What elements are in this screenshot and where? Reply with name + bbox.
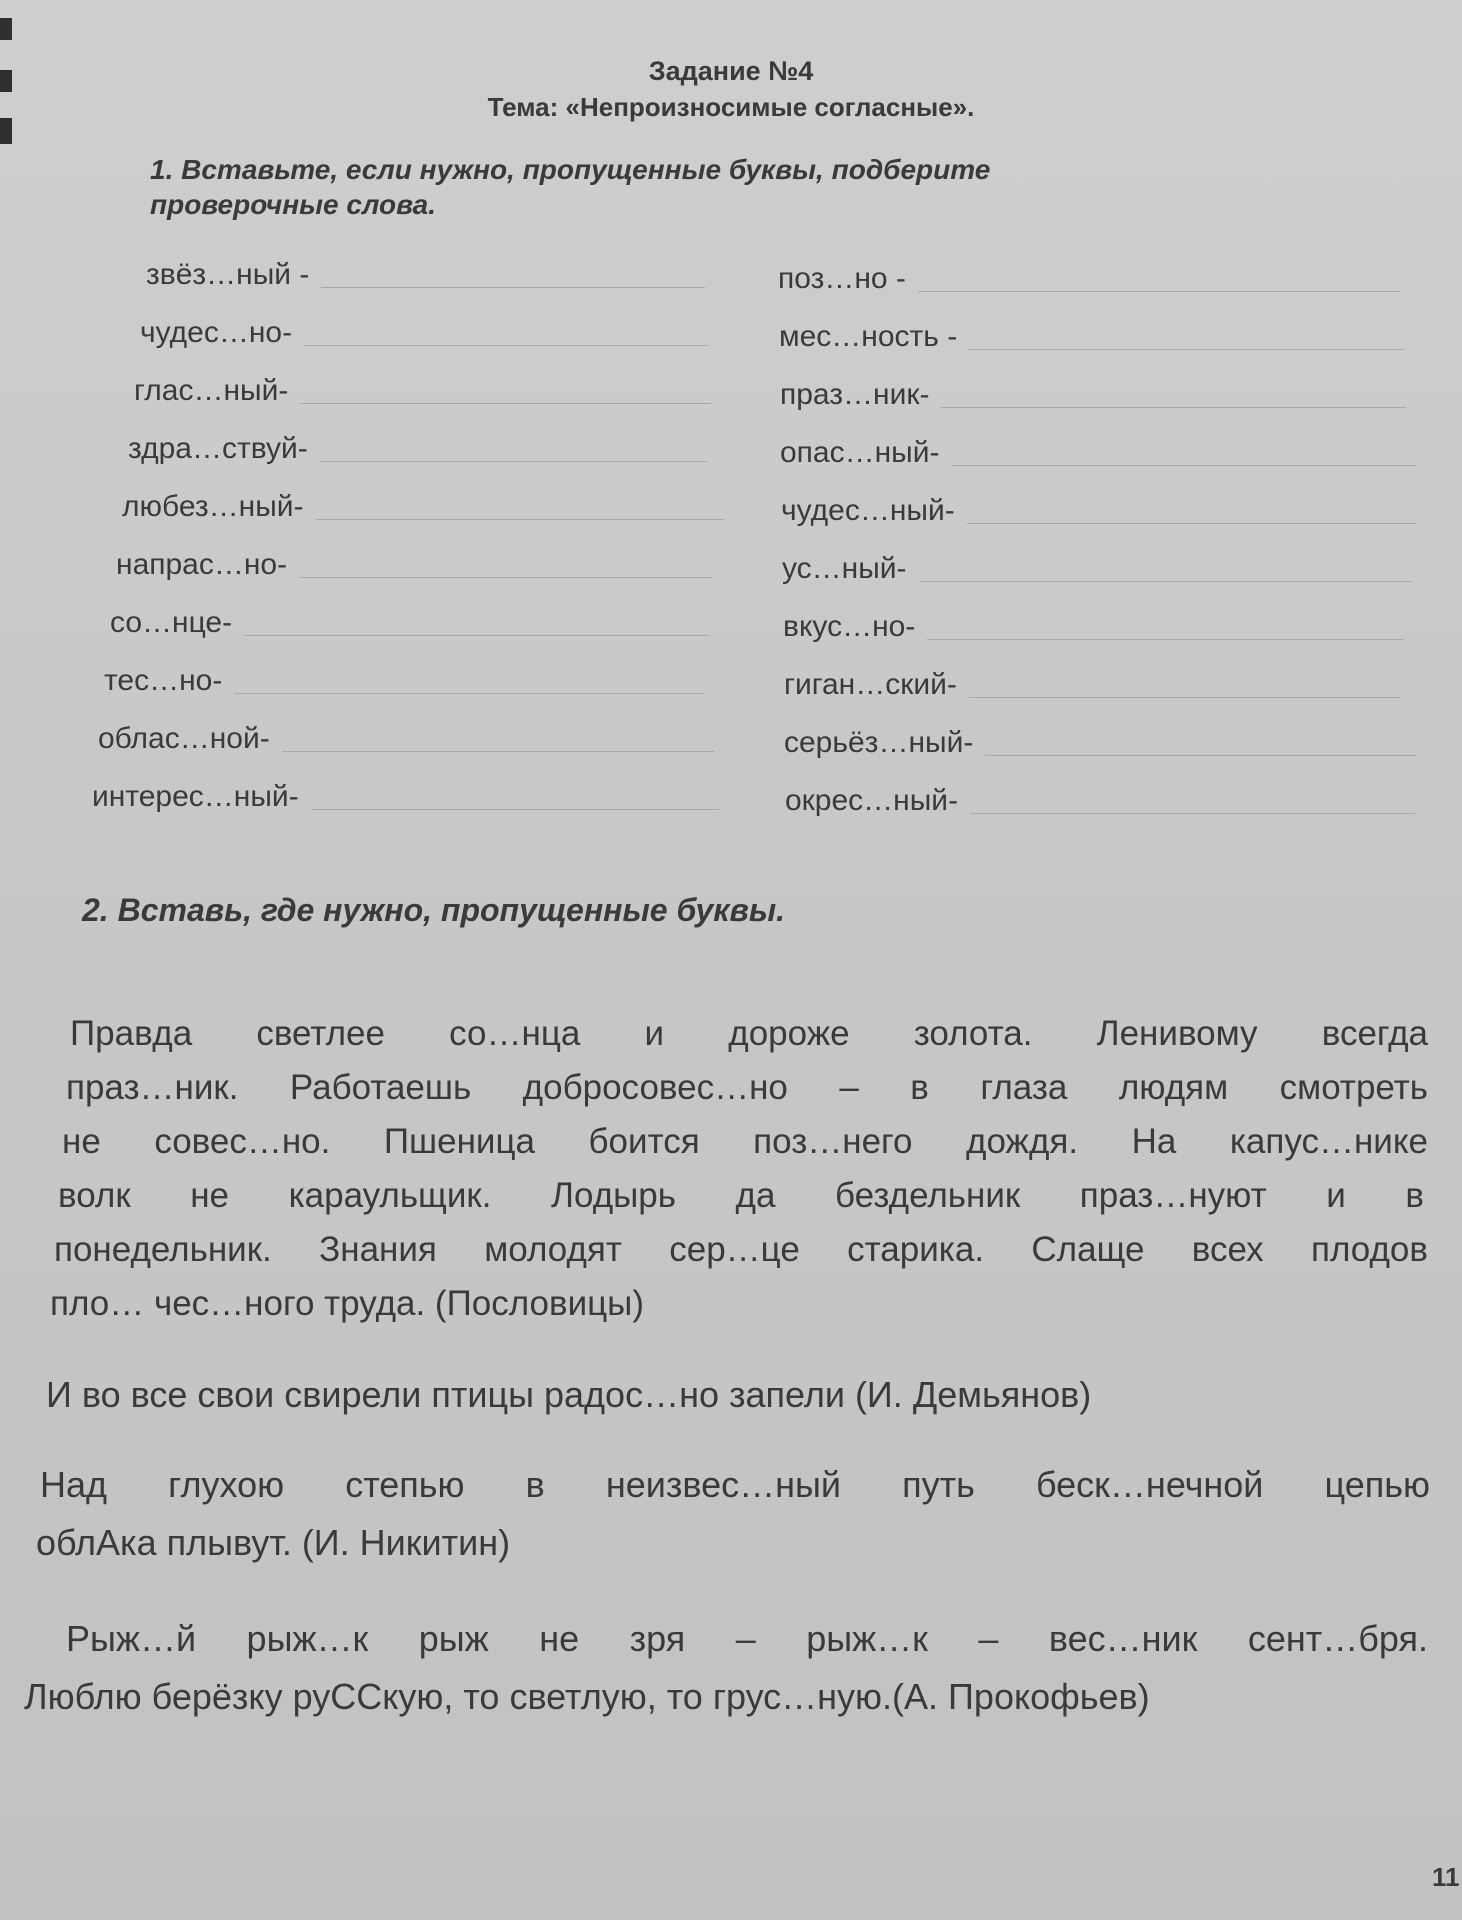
word-with-gap: любез…ный- <box>122 490 304 523</box>
word-with-gap: глас…ный- <box>134 374 289 407</box>
word-with-gap: праз…ник- <box>780 378 930 411</box>
task1-left-item <box>122 490 724 524</box>
answer-blank-line[interactable] <box>311 808 719 810</box>
task1-left-item <box>98 722 714 756</box>
task1-right-item <box>779 320 1405 354</box>
word-with-gap: напрас…но- <box>116 548 288 581</box>
answer-blank-line[interactable] <box>919 580 1412 582</box>
task1-right-item <box>780 436 1417 470</box>
answer-blank-line[interactable] <box>985 754 1416 756</box>
task1-right-item <box>782 552 1412 586</box>
assignment-title: Задание №4 <box>648 56 814 86</box>
answer-blank-line[interactable] <box>320 460 707 462</box>
text-line: пло… чес…ного труда. (Пословицы) <box>50 1284 644 1323</box>
word-with-gap: опас…ный- <box>780 436 940 469</box>
answer-blank-line[interactable] <box>234 692 705 694</box>
answer-blank-line[interactable] <box>321 286 705 288</box>
answer-blank-line[interactable] <box>316 518 724 520</box>
task1-right-item <box>783 610 1404 644</box>
word-with-gap: серьёз…ный- <box>784 726 974 759</box>
answer-blank-line[interactable] <box>969 696 1400 698</box>
answer-blank-line[interactable] <box>941 406 1406 408</box>
word-with-gap: здра…ствуй- <box>128 432 308 465</box>
word-with-gap: чудес…ный- <box>781 494 955 527</box>
answer-blank-line[interactable] <box>918 290 1400 292</box>
page-number: 11 <box>1432 1862 1460 1892</box>
text-line: Правда светлее со…нца и дороже золота. Ленивому всегда <box>70 1014 1428 1053</box>
quote-prokofiev-line: Люблю берёзку руССкую, то светлую, то грус…ную.(А. Прокофьев) <box>24 1676 1150 1717</box>
task1-right-item <box>780 378 1406 412</box>
assignment-topic: Тема: «Непроизносимые согласные». <box>487 92 975 122</box>
word-with-gap: поз…но - <box>778 262 906 295</box>
quote-demyanov: И во все свои свирели птицы радос…но запели (И. Демьянов) <box>46 1374 1092 1415</box>
answer-blank-line[interactable] <box>300 402 711 404</box>
task1-left-item <box>146 258 705 292</box>
task1-left-item <box>104 664 705 698</box>
word-with-gap: гиган…ский- <box>784 668 957 701</box>
text-line: понедельник. Знания молодят сер…це старика. Слаще всех плодов <box>54 1230 1428 1269</box>
word-with-gap: мес…ность - <box>779 320 958 353</box>
task1-title: 1. Вставьте, если нужно, пропущенные буквы, подберите проверочные слова. <box>150 154 991 220</box>
task1-left-item <box>134 374 711 408</box>
task1-left-item <box>110 606 709 640</box>
task2-title: 2. Вставь, где нужно, пропущенные буквы. <box>82 892 786 928</box>
answer-blank-line[interactable] <box>969 348 1405 350</box>
word-with-gap: тес…но- <box>104 664 223 697</box>
task1-right-item <box>785 784 1415 818</box>
task1-left-item <box>92 780 719 814</box>
task1-right-item <box>784 668 1400 702</box>
word-with-gap: вкус…но- <box>783 610 916 643</box>
text-line: волк не караульщик. Лодырь да бездельник праз…нуют и в <box>58 1176 1424 1215</box>
quote-nikitin-line: Над глухою степью в неизвес…ный путь беск…нечной цепью <box>40 1464 1430 1505</box>
answer-blank-line[interactable] <box>970 812 1415 814</box>
answer-blank-line[interactable] <box>304 344 709 346</box>
answer-blank-line[interactable] <box>282 750 714 752</box>
word-with-gap: интерес…ный- <box>92 780 299 813</box>
answer-blank-line[interactable] <box>299 576 713 578</box>
text-line: праз…ник. Работаешь добросовес…но – в глаза людям смотреть <box>66 1068 1428 1107</box>
answer-blank-line[interactable] <box>967 522 1416 524</box>
word-with-gap: чудес…но- <box>140 316 293 349</box>
task1-left-item <box>128 432 707 466</box>
word-with-gap: окрес…ный- <box>785 784 959 817</box>
answer-blank-line[interactable] <box>952 464 1417 466</box>
word-with-gap: звёз…ный - <box>146 258 310 291</box>
quote-nikitin-line: облАка плывут. (И. Никитин) <box>36 1522 511 1563</box>
task1-right-item <box>784 726 1416 760</box>
task1-left-item <box>140 316 709 350</box>
word-with-gap: ус…ный- <box>782 552 907 585</box>
text-line: не совес…но. Пшеница боится поз…него дождя. На капус…нике <box>62 1122 1428 1161</box>
task1-left-item <box>116 548 713 582</box>
page-edge-mark <box>0 18 12 40</box>
answer-blank-line[interactable] <box>927 638 1404 640</box>
task1-right-item <box>778 262 1400 296</box>
word-with-gap: со…нце- <box>110 606 233 639</box>
quote-prokofiev-line: Рыж…й рыж…к рыж не зря – рыж…к – вес…ник сент…бря. <box>66 1618 1428 1659</box>
answer-blank-line[interactable] <box>244 634 709 636</box>
word-with-gap: облас…ной- <box>98 722 270 755</box>
task1-right-item <box>781 494 1416 528</box>
